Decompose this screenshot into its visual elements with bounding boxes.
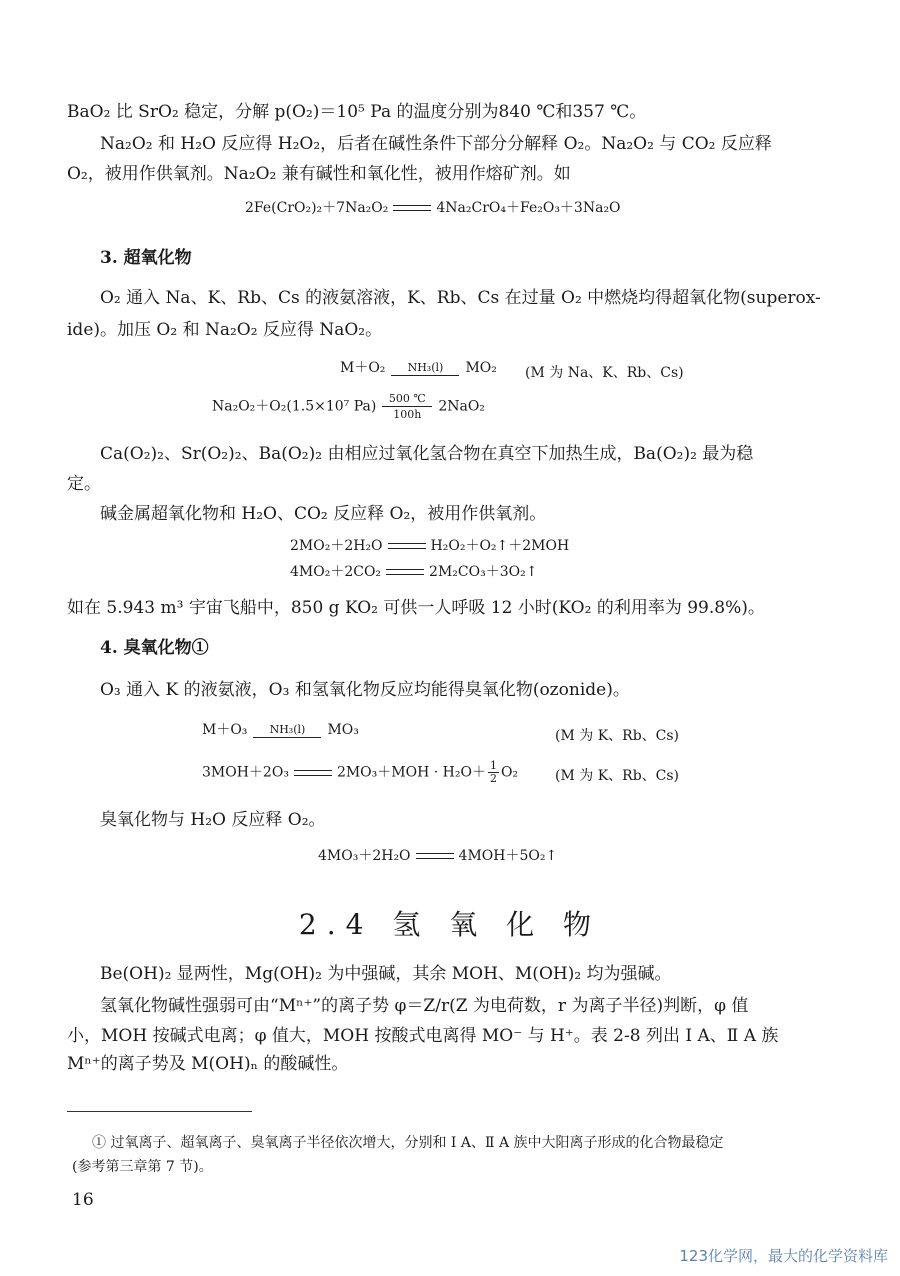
paragraph-superoxide-line1: O₂ 通入 Na、K、Rb、Cs 的液氨溶液，K、Rb、Cs 在过量 O₂ 中燃烧均得超氧化物(superox- [100, 288, 821, 308]
double-line-sign [386, 569, 424, 575]
equation-mo3-h2o [318, 846, 557, 866]
eq6-left: M＋O₃ [202, 722, 248, 738]
eq8-left: 4MO₃＋2H₂O [318, 848, 411, 864]
paragraph-ionic-potential-line1: 氢氧化物碱性强弱可由“Mⁿ⁺”的离子势 φ＝Z/r(Z 为电荷数，r 为离子半径)判断，φ 值 [100, 996, 749, 1016]
fraction-denominator: 2 [489, 772, 497, 785]
eq7-note: (M 为 K、Rb、Cs) [555, 768, 680, 784]
footnote-line2: (参考第三章第 7 节)。 [72, 1159, 213, 1175]
condition-arrow [382, 392, 432, 421]
watermark-text: 123化学网，最大的化学资料库 [679, 1247, 888, 1265]
eq4-left: 2MO₂＋2H₂O [290, 538, 383, 554]
page-number: 16 [72, 1190, 94, 1210]
eq6-note: (M 为 K、Rb、Cs) [555, 728, 680, 744]
paragraph-alkaline-earth-line1: Ca(O₂)₂、Sr(O₂)₂、Ba(O₂)₂ 由相应过氧化氢合物在真空下加热生成，Ba(O₂)₂ 最为稳 [100, 444, 754, 464]
eq4-right: H₂O₂＋O₂↑＋2MOH [430, 538, 570, 554]
double-line-sign [294, 770, 332, 776]
eq5-right: 2M₂CO₃＋3O₂↑ [429, 564, 538, 580]
fraction-one-half [488, 760, 499, 785]
footnote-divider [67, 1111, 252, 1112]
eq7-tail: O₂ [500, 764, 519, 781]
eq2-condition: NH₃(l) [391, 361, 459, 376]
paragraph-na2o2-line1: Na₂O₂ 和 H₂O 反应得 H₂O₂，后者在碱性条件下部分分解释 O₂。Na₂O₂ 与 CO₂ 反应释 [100, 134, 772, 154]
eq6-right: MO₃ [327, 722, 359, 738]
equation-mo2-h2o [290, 536, 569, 556]
eq1-right: 4Na₂CrO₄＋Fe₂O₃＋3Na₂O [436, 200, 621, 216]
heading-superoxide: 3. 超氧化物 [100, 248, 192, 268]
paragraph-ionic-potential-line3: Mⁿ⁺的离子势及 M(OH)ₙ 的酸碱性。 [67, 1054, 349, 1074]
double-line-sign [416, 853, 454, 859]
eq7-left: 3MOH＋2O₃ [202, 764, 289, 781]
paragraph-ozonide: O₃ 通入 K 的液氨液，O₃ 和氢氧化物反应均能得臭氧化物(ozonide)。 [100, 680, 630, 700]
eq5-left: 4MO₂＋2CO₂ [290, 564, 382, 580]
equation-fecro2 [245, 198, 621, 218]
section-title-hydroxides: 2.4 氢 氧 化 物 [298, 908, 602, 941]
paragraph-alkaline-earth-line2: 定。 [67, 474, 101, 494]
eq7-right: 2MO₃＋MOH · H₂O＋ [336, 764, 486, 781]
equation-na2o2-o2 [212, 392, 485, 421]
eq1-left: 2Fe(CrO₂)₂＋7Na₂O₂ [245, 200, 389, 216]
paragraph-na2o2-line2: O₂，被用作供氧剂。Na₂O₂ 兼有碱性和氧化性，被用作熔矿剂。如 [67, 164, 571, 184]
eq2-left: M＋O₂ [340, 360, 386, 376]
paragraph-peroxide-stability: BaO₂ 比 SrO₂ 稳定，分解 p(O₂)＝10⁵ Pa 的温度分别为840 ℃和357 ℃。 [67, 102, 647, 122]
eq8-right: 4MOH＋5O₂↑ [458, 848, 558, 864]
paragraph-hydroxide-basicity: Be(OH)₂ 显两性，Mg(OH)₂ 为中强碱，其余 MOH、M(OH)₂ 均为强碱。 [100, 964, 672, 984]
equation-mo2-co2 [290, 562, 537, 582]
equation-m-o3 [202, 720, 359, 740]
footnote-line1: ① 过氧离子、超氧离子、臭氧离子半径依次增大，分别和 Ⅰ A、Ⅱ A 族中大阳离子形成的化合物最稳定 [92, 1135, 724, 1151]
eq2-note: (M 为 Na、K、Rb、Cs) [525, 365, 684, 381]
paragraph-ionic-potential-line2: 小，MOH 按碱式电离；φ 值大，MOH 按酸式电离得 MO⁻ 与 H⁺。表 2-8 列出 Ⅰ A、Ⅱ A 族 [67, 1026, 779, 1046]
paragraph-superoxide-line2: ide)。加压 O₂ 和 Na₂O₂ 反应得 NaO₂。 [67, 320, 383, 340]
fraction-numerator: 1 [489, 759, 497, 772]
heading-ozonide: 4. 臭氧化物① [100, 638, 209, 658]
double-line-sign [388, 543, 426, 549]
eq3-condition-top: 500 ℃ [382, 392, 432, 407]
paragraph-oxygen-supply: 碱金属超氧化物和 H₂O、CO₂ 反应释 O₂，被用作供氧剂。 [100, 504, 547, 524]
eq3-left: Na₂O₂＋O₂(1.5×10⁷ Pa) [212, 398, 377, 415]
eq3-right: 2NaO₂ [438, 398, 485, 415]
paragraph-ozonide-water: 臭氧化物与 H₂O 反应释 O₂。 [100, 810, 326, 830]
eq2-right: MO₂ [465, 360, 497, 376]
equation-m-o2 [340, 358, 497, 378]
condition-arrow [253, 723, 321, 738]
condition-arrow [391, 361, 459, 376]
eq6-condition: NH₃(l) [253, 723, 321, 738]
eq3-condition-bottom: 100h [393, 408, 422, 421]
equation-moh-o3 [202, 760, 518, 785]
paragraph-spaceship: 如在 5.943 m³ 宇宙飞船中，850 g KO₂ 可供一人呼吸 12 小时(KO₂ 的利用率为 99.8%)。 [67, 598, 765, 618]
double-line-sign [393, 205, 431, 211]
